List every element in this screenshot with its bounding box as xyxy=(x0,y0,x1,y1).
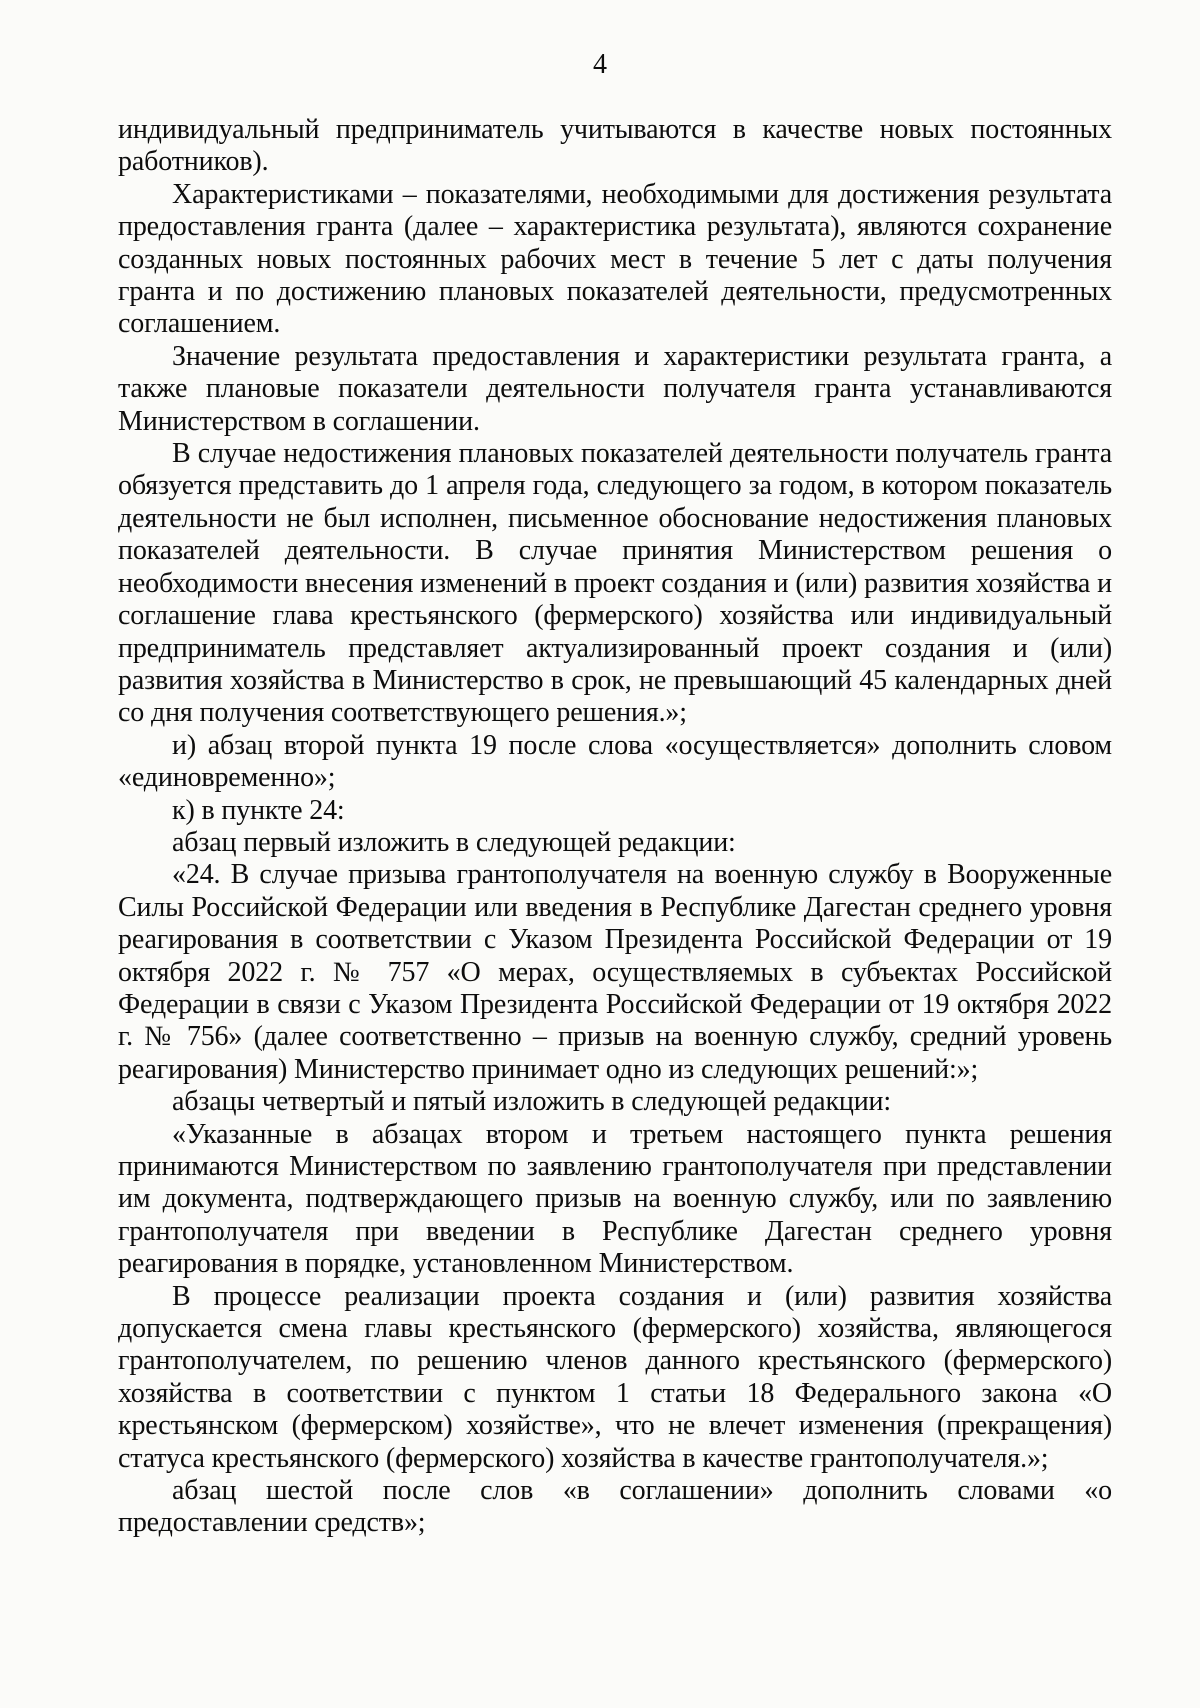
paragraph-fourth-fifth: абзацы четвертый и пятый изложить в следующей редакции: xyxy=(172,1086,892,1118)
paragraph-head-change: В процессе реализации проекта создания и (или) развития хозяйства допускается смена главы крестьянского (фермерского) хозяйства, являющегося грантополучателем, по решению членов данного крестьянского (фермерского) хозяйства в соответствии с пунктом 1 статьи 18 Федерального закона «О крестьянском (фермерском) хозяйстве», что не влечет изменения (прекращения) статуса крестьянского (фермерского) хозяйства в качестве грантополучателя.»; xyxy=(118,1280,1112,1474)
paragraph-non-achievement: В случае недостижения плановых показателей деятельности получатель гранта обязуется представить до 1 апреля года, следующего за годом, в котором показатель деятельности не был исполнен, письменное обоснование недостижения плановых показателей деятельности. В случае принятия Министерством решения о необходимости внесения изменений в проект создания и (или) развития хозяйства и соглашение глава крестьянского (фермерского) хозяйства или индивидуальный предприниматель представляет актуализированный проект создания и (или) развития хозяйства в Министерство в срок, не превышающий 45 календарных дней со дня получения соответствующего решения.»; xyxy=(118,438,1112,729)
paragraph-item-k: к) в пункте 24: xyxy=(172,794,345,826)
document-body xyxy=(118,114,1112,1540)
paragraph-continuation: индивидуальный предприниматель учитываются в качестве новых постоянных работников). xyxy=(118,114,1112,178)
paragraph-item-i: и) абзац второй пункта 19 после слова «осуществляется» дополнить словом «единовременно»; xyxy=(118,729,1112,794)
paragraph-sixth-abzac: абзац шестой после слов «в соглашении» дополнить словами «о предоставлении средств»; xyxy=(118,1475,1112,1539)
page-number: 4 xyxy=(593,49,607,80)
paragraph-characteristics: Характеристиками – показателями, необходимыми для достижения результата предоставления гранта (далее – характеристика результата), являются сохранение созданных новых постоянных рабочих мест в течение 5 лет с даты получения гранта и по достижению плановых показателей деятельности, предусмотренных соглашением. xyxy=(118,178,1112,340)
paragraph-point-24: «24. В случае призыва грантополучателя на военную службу в Вооруженные Силы Российской Федерации или введения в Республике Дагестан среднего уровня реагирования в соответствии с Указом Президента Российской Федерации от 19 октября 2022 г. № 757 «О мерах, осуществляемых в субъектах Российской Федерации в связи с Указом Президента Российской Федерации от 19 октября 2022 г. № 756» (далее соответственно – призыв на военную службу, средний уровень реагирования) Министерство принимает одно из следующих решений:»; xyxy=(118,859,1112,1085)
paragraph-decisions: «Указанные в абзацах втором и третьем настоящего пункта решения принимаются Министерством по заявлению грантополучателя при представлении им документа, подтверждающего призыв на военную службу, или по заявлению грантополучателя при введении в Республике Дагестан среднего уровня реагирования в порядке, установленном Министерством. xyxy=(118,1118,1112,1280)
paragraph-result-value: Значение результата предоставления и характеристики результата гранта, а также плановые показатели деятельности получателя гранта устанавливаются Министерством в соглашении. xyxy=(118,340,1112,437)
paragraph-first-abzac: абзац первый изложить в следующей редакции: xyxy=(172,826,736,858)
